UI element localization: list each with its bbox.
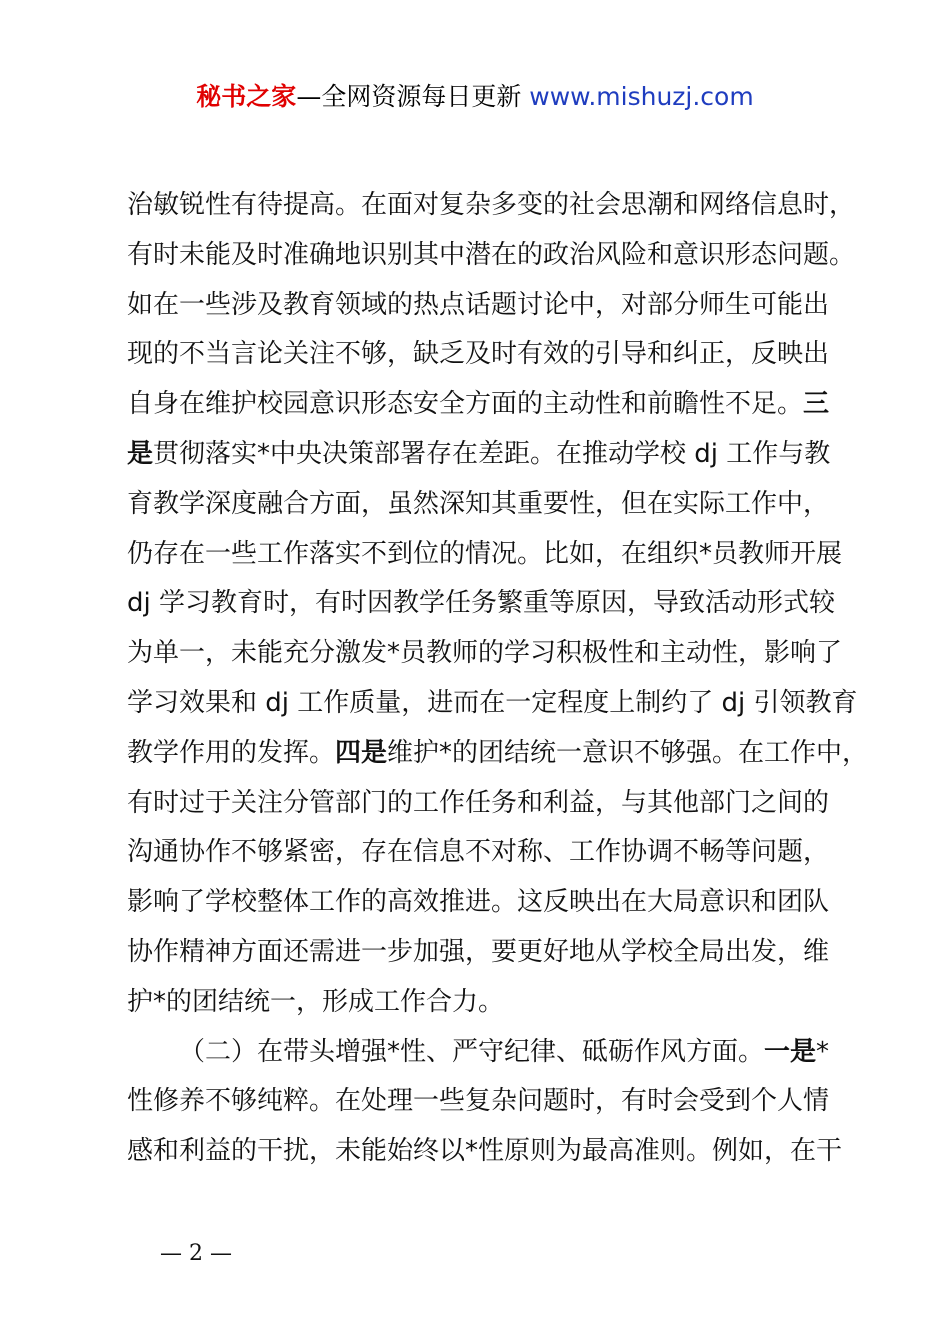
text-line: 为单一，未能充分激发*员教师的学习积极性和主动性，影响了 [127, 638, 843, 669]
text-line: 有时过于关注分管部门的工作任务和利益，与其他部门之间的 [127, 787, 830, 818]
text-line [127, 430, 837, 480]
text-run: 自身在维护校园意识形态安全方面的主动性和前瞻性不足。 [127, 389, 804, 420]
bold-marker-san: 三 [803, 389, 830, 420]
bold-marker-yishi: 一是 [764, 1036, 817, 1067]
header-url-link[interactable]: www.mishuzj.com [529, 82, 754, 111]
text-line: 护*的团结统一，形成工作合力。 [127, 986, 505, 1017]
text-run: 教学作用的发挥。 [127, 737, 336, 768]
text-run: （二）在带头增强*性、严守纪律、砥砺作风方面。 [179, 1036, 765, 1067]
text-line [127, 729, 869, 779]
text-line: 影响了学校整体工作的高效推进。这反映出在大局意识和团队 [127, 887, 830, 918]
text-line [127, 1028, 837, 1078]
text-line: 感和利益的干扰，未能始终以*性原则为最高准则。例如，在干 [127, 1136, 843, 1167]
page-header [0, 80, 950, 114]
header-brand: 秘书之家 [196, 82, 297, 111]
text-line [127, 380, 837, 430]
text-line: 性修养不够纯粹。在处理一些复杂问题时，有时会受到个人情 [127, 1086, 830, 1117]
bold-marker-sishi: 四是 [335, 737, 388, 768]
text-line: 沟通协作不够紧密，存在信息不对称、工作协调不畅等问题， [127, 837, 830, 868]
body-text [127, 181, 869, 1177]
text-line: 协作精神方面还需进一步加强，要更好地从学校全局出发，维 [127, 936, 830, 967]
header-tagline: —全网资源每日更新 [296, 82, 522, 111]
text-line: 育教学深度融合方面，虽然深知其重要性，但在实际工作中， [127, 488, 830, 519]
text-line: 仍存在一些工作落实不到位的情况。比如，在组织*员教师开展 [127, 538, 843, 569]
text-line: 如在一些涉及教育领域的热点话题讨论中，对部分师生可能出 [127, 289, 830, 320]
text-run: 贯彻落实*中央决策部署存在差距。在推动学校 dj 工作与教 [153, 438, 831, 469]
text-line: 现的不当言论关注不够，缺乏及时有效的引导和纠正，反映出 [127, 339, 830, 370]
text-line: 治敏锐性有待提高。在面对复杂多变的社会思潮和网络信息时， [127, 190, 856, 220]
text-line: 有时未能及时准确地识别其中潜在的政治风险和意识形态问题。 [127, 239, 856, 270]
page-number: — 2 — [160, 1241, 232, 1266]
bold-marker-shi: 是 [127, 438, 154, 469]
text-run: * [816, 1036, 830, 1067]
text-run: 维护*的团结统一意识不够强。在工作中， [387, 737, 869, 768]
text-line: dj 学习教育时，有时因教学任务繁重等原因，导致活动形式较 [127, 588, 835, 619]
text-line: 学习效果和 dj 工作质量，进而在一定程度上制约了 dj 引领教育 [127, 687, 858, 718]
